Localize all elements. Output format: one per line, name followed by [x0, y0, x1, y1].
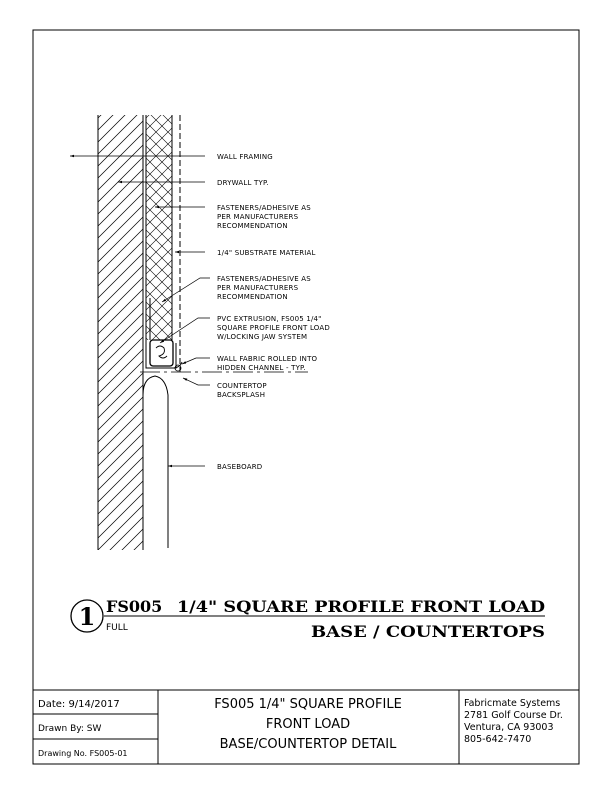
detail-scale: FULL	[106, 623, 128, 633]
baseboard-shape	[143, 376, 168, 548]
sheet-title-line3: BASE/COUNTERTOP DETAIL	[219, 737, 397, 752]
label-countertop-line1: COUNTERTOP	[217, 382, 267, 390]
company-phone: 805-642-7470	[464, 734, 532, 745]
date-field: Date: 9/14/2017	[38, 699, 120, 710]
callouts	[217, 153, 330, 471]
label-substrate: 1/4" SUBSTRATE MATERIAL	[217, 249, 316, 257]
detail-title-line2: BASE / COUNTERTOPS	[311, 622, 545, 641]
wall-framing-hatch	[98, 115, 143, 550]
detail-title-line1: 1/4" SQUARE PROFILE FRONT LOAD	[177, 597, 546, 616]
drawing-number-field: Drawing No. FS005-01	[38, 749, 128, 758]
label-countertop-line2: BACKSPLASH	[217, 391, 266, 399]
label-fasteners1-line1: FASTENERS/ADHESIVE AS	[217, 204, 311, 212]
label-pvc-line2: SQUARE PROFILE FRONT LOAD	[217, 324, 330, 332]
label-fasteners2-line2: PER MANUFACTURERS	[217, 284, 299, 292]
label-fasteners2-line3: RECOMMENDATION	[217, 293, 288, 301]
title-block	[33, 690, 579, 764]
label-fasteners1-line2: PER MANUFACTURERS	[217, 213, 299, 221]
label-fasteners2-line1: FASTENERS/ADHESIVE AS	[217, 275, 311, 283]
company-city: Ventura, CA 93003	[464, 722, 554, 733]
label-wall-fabric-line2: HIDDEN CHANNEL - TYP.	[217, 364, 306, 372]
detail-number: 1	[78, 602, 96, 631]
drawn-by-field: Drawn By: SW	[38, 724, 102, 734]
label-drywall: DRYWALL TYP.	[217, 179, 269, 187]
label-pvc-line3: W/LOCKING JAW SYSTEM	[217, 333, 308, 341]
detail-title	[71, 597, 545, 641]
sheet-title-line2: FRONT LOAD	[265, 717, 351, 732]
label-fasteners1-line3: RECOMMENDATION	[217, 222, 288, 230]
detail-code: FS005	[106, 597, 163, 616]
label-baseboard: BASEBOARD	[217, 463, 263, 471]
sheet-title-line1: FS005 1/4" SQUARE PROFILE	[214, 697, 402, 712]
company-street: 2781 Golf Course Dr.	[464, 710, 563, 721]
company-name: Fabricmate Systems	[464, 698, 561, 709]
label-pvc-line1: PVC EXTRUSION, FS005 1/4"	[217, 315, 322, 323]
label-wall-framing: WALL FRAMING	[217, 153, 273, 161]
label-wall-fabric-line1: WALL FABRIC ROLLED INTO	[217, 355, 318, 363]
